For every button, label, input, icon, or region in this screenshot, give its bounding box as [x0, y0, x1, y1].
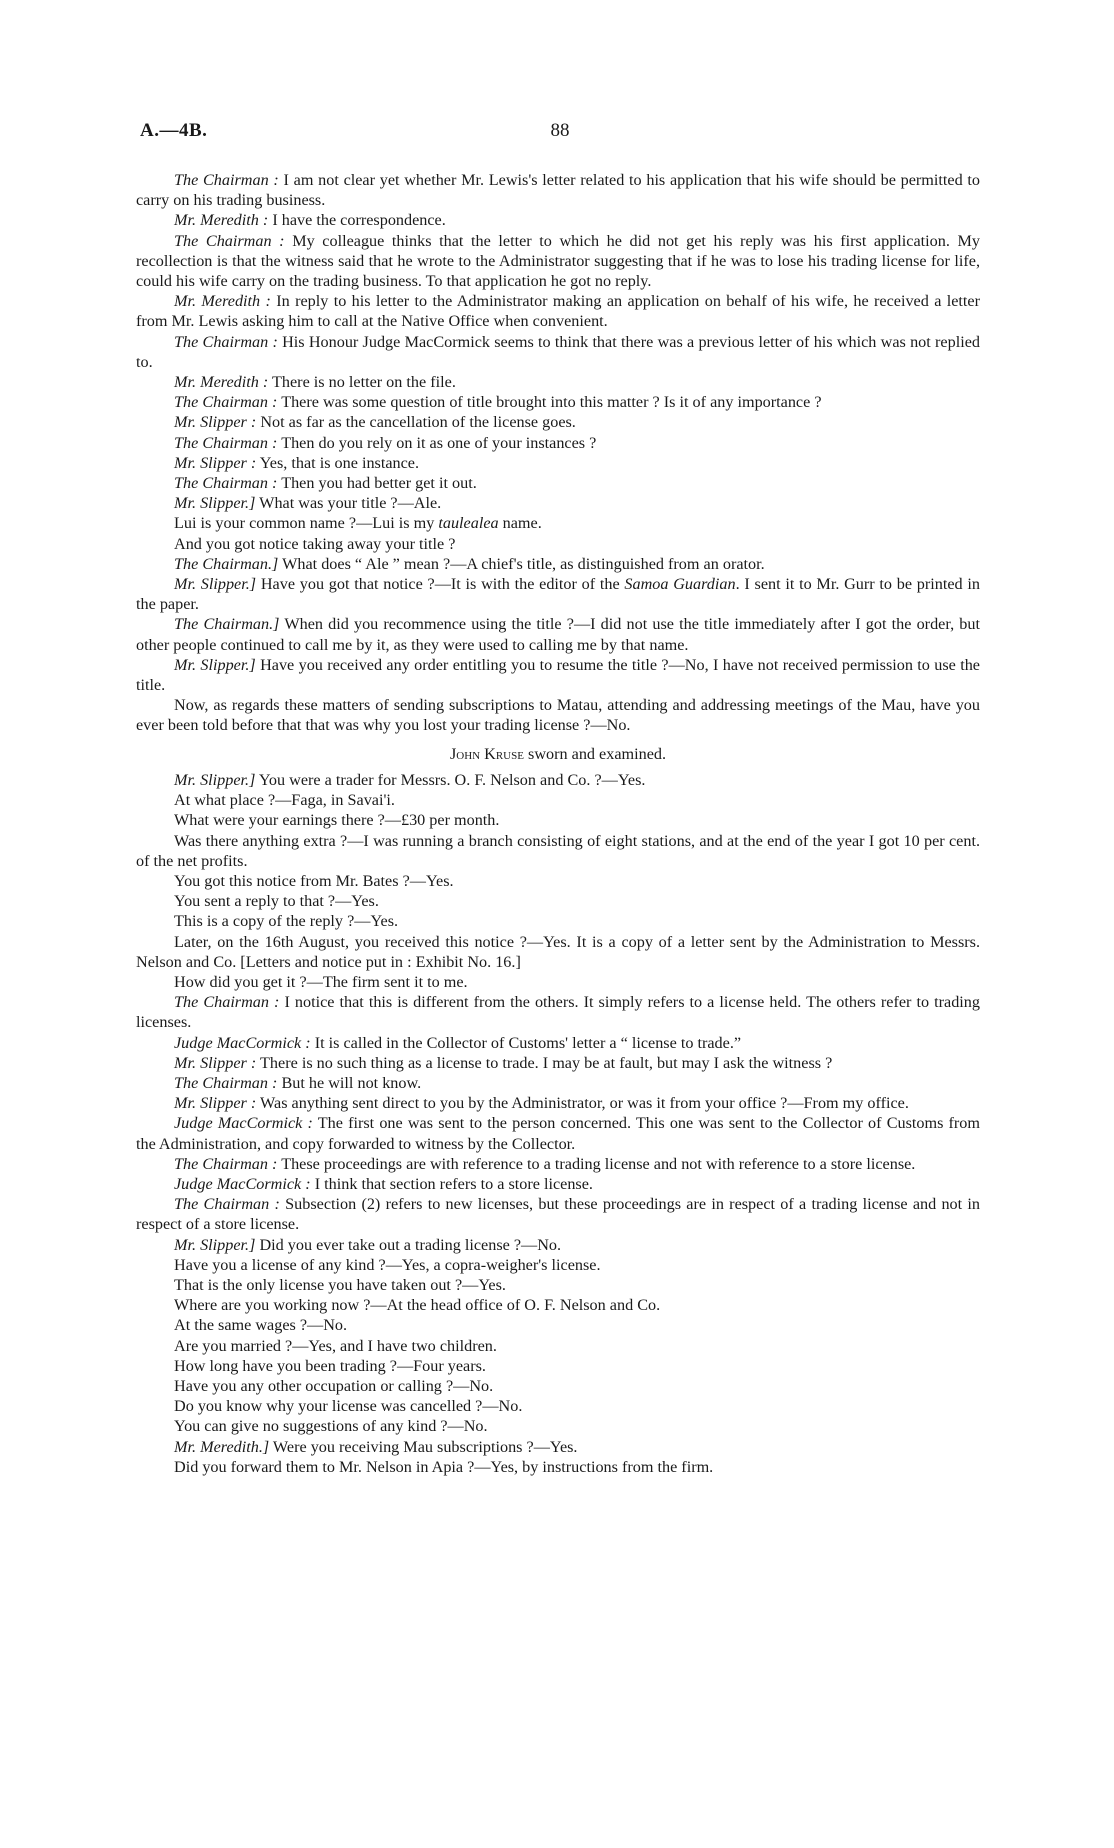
speaker-label: Judge MacCormick : — [174, 1174, 311, 1193]
transcript-paragraph — [136, 1376, 980, 1396]
paragraph-text: There is no letter on the file. — [268, 373, 456, 392]
paragraph-text: Now, as regards these matters of sending subscriptions to Matau, attending and addressing meetings of the Mau, have you ever been told before that that was why you lost your trading license ?—No. — [136, 696, 980, 735]
transcript-paragraph — [136, 392, 980, 412]
speaker-label: Mr. Slipper.] — [174, 575, 257, 594]
document-reference: A.—4B. — [140, 120, 208, 141]
transcript-paragraph — [136, 574, 980, 614]
transcript-paragraph — [136, 1275, 980, 1295]
paragraph-text: There is no such thing as a license to trade. I may be at fault, but may I ask the witness ? — [256, 1053, 833, 1072]
paragraph-text: Then you had better get it out. — [277, 474, 477, 493]
transcript-paragraph — [136, 554, 980, 574]
speaker-label: The Chairman.] — [174, 615, 280, 634]
paragraph-text: Later, on the 16th August, you received this notice ?—Yes. It is a copy of a letter sent by the Administration to Messrs. Nelson and Co. [Letters and notice put in : Exhibit No. 16.] — [136, 932, 980, 971]
paragraph-text: Yes, that is one instance. — [256, 453, 420, 472]
transcript-paragraph — [136, 1235, 980, 1255]
paragraph-text: Subsection (2) refers to new licenses, but these proceedings are in respect of a trading license and not in respect of a store license. — [136, 1195, 980, 1234]
paragraph-text: I notice that this is different from the others. It simply refers to a license held. The others refer to trading licenses. — [136, 993, 980, 1032]
speaker-label: The Chairman.] — [174, 554, 279, 573]
speaker-label: The Chairman : — [174, 393, 278, 412]
paragraph-text: In reply to his letter to the Administrator making an application on behalf of his wife, he received a letter from Mr. Lewis asking him to call at the Native Office when convenient. — [136, 292, 980, 331]
transcript-paragraph — [136, 655, 980, 695]
paragraph-text: Were you receiving Mau subscriptions ?—Yes. — [269, 1437, 578, 1456]
transcript-paragraph — [136, 831, 980, 871]
transcript-paragraph — [136, 1416, 980, 1436]
paragraph-text-tail: name. — [498, 514, 542, 533]
speaker-label: The Chairman : — [174, 433, 278, 452]
speaker-label: The Chairman : — [174, 1195, 280, 1214]
paragraph-text: There was some question of title brought into this matter ? Is it of any importance ? — [277, 393, 822, 412]
speaker-label: Mr. Slipper : — [174, 413, 257, 432]
transcript-paragraph — [136, 231, 980, 292]
witness-heading — [136, 744, 980, 764]
transcript-paragraph — [136, 911, 980, 931]
speaker-label: Mr. Slipper.] — [174, 1235, 256, 1254]
transcript-paragraph — [136, 453, 980, 473]
paragraph-text: Are you married ?—Yes, and I have two children. — [174, 1336, 497, 1355]
italic-term: Samoa Guardian — [624, 575, 736, 594]
transcript-paragraph — [136, 1356, 980, 1376]
speaker-label: Mr. Slipper : — [174, 453, 257, 472]
speaker-label: Judge MacCormick : — [174, 1114, 313, 1133]
transcript-paragraph — [136, 972, 980, 992]
transcript-paragraph — [136, 1396, 980, 1416]
transcript-paragraph — [136, 1255, 980, 1275]
speaker-label: The Chairman : — [174, 231, 285, 250]
paragraph-text: You can give no suggestions of any kind ?—No. — [174, 1417, 488, 1436]
paragraph-text: You sent a reply to that ?—Yes. — [174, 892, 379, 911]
paragraph-text: His Honour Judge MacCormick seems to think that there was a previous letter of his which was not replied to. — [136, 332, 980, 371]
paragraph-text: Have you a license of any kind ?—Yes, a copra-weigher's license. — [174, 1255, 601, 1274]
transcript-paragraph — [136, 1194, 980, 1234]
transcript-paragraph — [136, 291, 980, 331]
paragraph-text: Not as far as the cancellation of the license goes. — [256, 413, 576, 432]
transcript-paragraph — [136, 473, 980, 493]
paragraph-text: That is the only license you have taken out ?—Yes. — [174, 1275, 506, 1294]
transcript-paragraph — [136, 1437, 980, 1457]
paragraph-text: Did you forward them to Mr. Nelson in Apia ?—Yes, by instructions from the firm. — [174, 1457, 714, 1476]
transcript-paragraph — [136, 695, 980, 735]
speaker-label: Mr. Slipper.] — [174, 655, 256, 674]
paragraph-text: And you got notice taking away your title ? — [174, 534, 456, 553]
paragraph-text: It is called in the Collector of Customs' letter a “ license to trade.” — [310, 1033, 742, 1052]
transcript-paragraph — [136, 1295, 980, 1315]
transcript-paragraph — [136, 1053, 980, 1073]
transcript-paragraph — [136, 871, 980, 891]
transcript-paragraph — [136, 493, 980, 513]
paragraph-text: What were your earnings there ?—£30 per month. — [174, 811, 500, 830]
transcript-paragraph — [136, 1336, 980, 1356]
italic-term: taulealea — [438, 514, 499, 533]
speaker-label: Mr. Meredith : — [174, 373, 269, 392]
speaker-label: Mr. Slipper : — [174, 1053, 257, 1072]
speaker-label: Mr. Meredith : — [174, 292, 271, 311]
paragraph-text: Have you got that notice ?—It is with the editor of the — [256, 575, 625, 594]
transcript-paragraph — [136, 1315, 980, 1335]
paragraph-text: Did you ever take out a trading license ?—No. — [255, 1235, 562, 1254]
transcript-paragraph — [136, 332, 980, 372]
paragraph-text-tail: . I sent it to Mr. Gurr to be printed in the paper. — [136, 575, 980, 614]
transcript-paragraph — [136, 1033, 980, 1053]
speaker-label: Mr. Meredith.] — [174, 1437, 270, 1456]
transcript-paragraph — [136, 790, 980, 810]
paragraph-text: At what place ?—Faga, in Savai'i. — [174, 791, 395, 810]
transcript-paragraph — [136, 513, 980, 533]
transcript-paragraph — [136, 992, 980, 1032]
transcript-paragraph — [136, 1457, 980, 1477]
transcript-paragraph — [136, 534, 980, 554]
transcript-paragraph — [136, 770, 980, 790]
transcript-paragraph — [136, 1174, 980, 1194]
page-number: 88 — [550, 120, 570, 141]
paragraph-text: How long have you been trading ?—Four years. — [174, 1356, 486, 1375]
paragraph-text: Do you know why your license was cancelled ?—No. — [174, 1397, 523, 1416]
page-header — [140, 120, 980, 150]
speaker-label: Mr. Slipper : — [174, 1094, 257, 1113]
paragraph-text: Lui is your common name ?—Lui is my — [174, 514, 439, 533]
speaker-label: Mr. Slipper.] — [174, 770, 256, 789]
speaker-label: The Chairman : — [174, 171, 279, 189]
transcript-paragraph — [136, 1073, 980, 1093]
paragraph-text: What was your title ?—Ale. — [255, 494, 442, 513]
paragraph-text: When did you recommence using the title ?—I did not use the title immediately after I got the order, but other people continued to call me by it, as they were used to calling me by that name. — [136, 615, 980, 654]
paragraph-text: My colleague thinks that the letter to which he did not get his reply was his first application. My recollection is that the witness said that he wrote to the Administrator suggesting that if he was to lose his trading license for life, could his wife carry on the trading business. To that application he got no reply. — [136, 231, 980, 291]
paragraph-text: You were a trader for Messrs. O. F. Nelson and Co. ?—Yes. — [255, 770, 646, 789]
witness-name: John Kruse — [449, 744, 524, 763]
witness-heading-text: sworn and examined. — [523, 744, 667, 763]
speaker-label: The Chairman : — [174, 1154, 278, 1173]
transcript-paragraph — [136, 1093, 980, 1113]
transcript-paragraph — [136, 614, 980, 654]
speaker-label: The Chairman : — [174, 474, 278, 493]
paragraph-text: At the same wages ?—No. — [174, 1316, 348, 1335]
transcript-paragraph — [136, 1154, 980, 1174]
paragraph-text: I think that section refers to a store license. — [310, 1174, 593, 1193]
transcript-paragraph — [136, 210, 980, 230]
paragraph-text: Have you received any order entitling you to resume the title ?—No, I have not received permission to use the title. — [136, 655, 980, 695]
speaker-label: The Chairman : — [174, 1073, 278, 1092]
paragraph-text: You got this notice from Mr. Bates ?—Yes. — [174, 871, 454, 890]
transcript-paragraph — [136, 433, 980, 453]
transcript-paragraph — [136, 810, 980, 830]
paragraph-text: The first one was sent to the person concerned. This one was sent to the Collector of Customs from the Administration, and copy forwarded to witness by the Collector. — [136, 1114, 980, 1153]
paragraph-text: Have you any other occupation or calling ?—No. — [174, 1376, 494, 1395]
transcript-paragraph — [136, 372, 980, 392]
speaker-label: Judge MacCormick : — [174, 1033, 311, 1052]
transcript-paragraph — [136, 1113, 980, 1153]
document-body — [136, 170, 980, 1477]
paragraph-text: Where are you working now ?—At the head office of O. F. Nelson and Co. — [174, 1296, 661, 1315]
paragraph-text: I have the correspondence. — [268, 211, 446, 230]
paragraph-text: These proceedings are with reference to a trading license and not with reference to a store license. — [277, 1154, 916, 1173]
speaker-label: Mr. Meredith : — [174, 211, 269, 230]
speaker-label: The Chairman : — [174, 332, 278, 351]
transcript-paragraph — [136, 932, 980, 972]
paragraph-text: How did you get it ?—The firm sent it to me. — [174, 972, 468, 991]
paragraph-text: Was there anything extra ?—I was running a branch consisting of eight stations, and at the end of the year I got 10 per cent. of the net profits. — [136, 831, 980, 870]
paragraph-text: I am not clear yet whether Mr. Lewis's letter related to his application that his wife should be permitted to carry on his trading business. — [136, 171, 980, 210]
paragraph-text: What does “ Ale ” mean ?—A chief's title, as distinguished from an orator. — [278, 554, 765, 573]
paragraph-text: Then do you rely on it as one of your instances ? — [277, 433, 597, 452]
transcript-paragraph — [136, 412, 980, 432]
speaker-label: The Chairman : — [174, 993, 280, 1012]
transcript-paragraph — [136, 170, 980, 210]
paragraph-text: This is a copy of the reply ?—Yes. — [174, 912, 399, 931]
paragraph-text: Was anything sent direct to you by the Administrator, or was it from your office ?—From my office. — [256, 1094, 909, 1113]
speaker-label: Mr. Slipper.] — [174, 494, 256, 513]
paragraph-text: But he will not know. — [277, 1073, 422, 1092]
transcript-paragraph — [136, 891, 980, 911]
